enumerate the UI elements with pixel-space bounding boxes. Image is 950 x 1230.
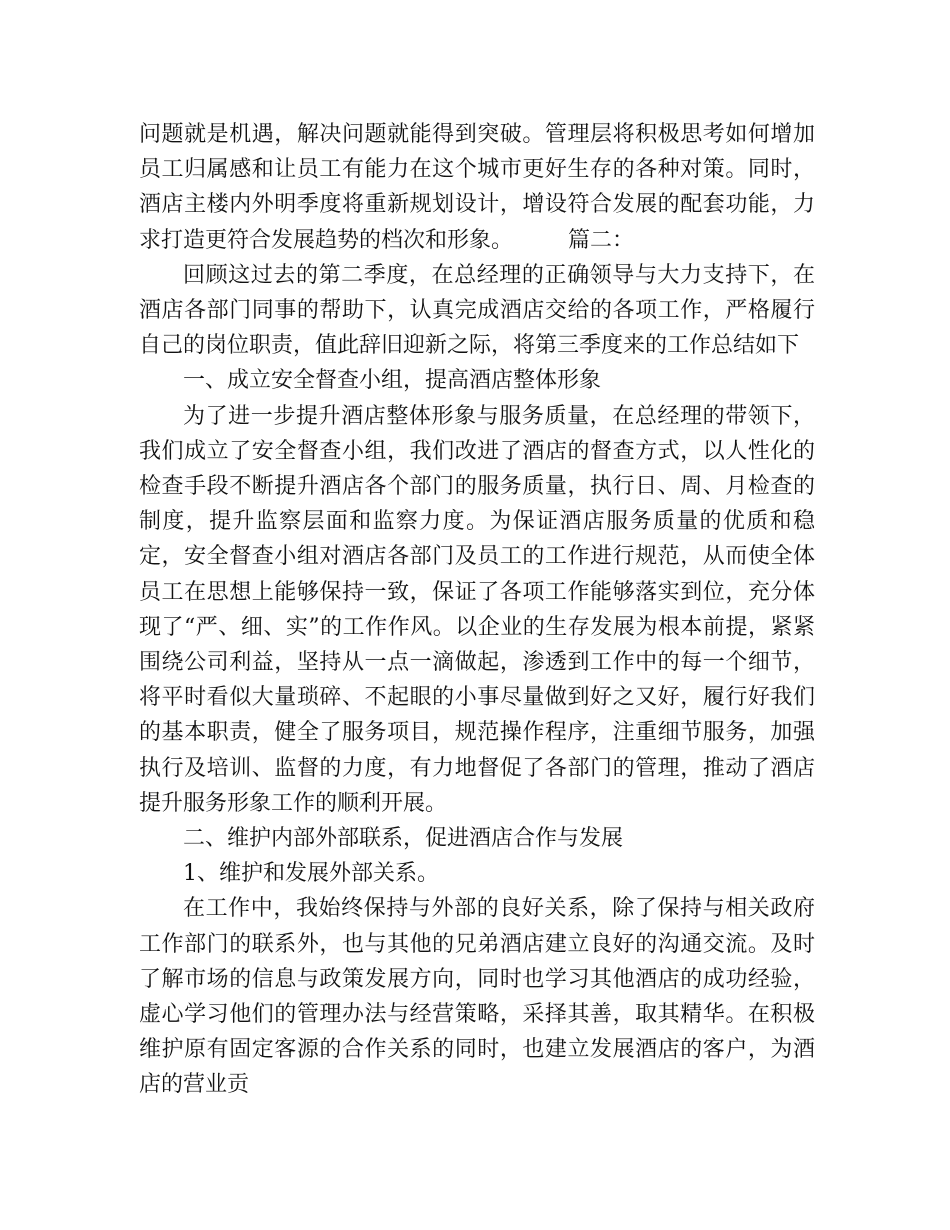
section-heading-security-team: 一、成立安全督查小组，提高酒店整体形象 — [183, 368, 602, 394]
paragraph-review: 回顾这过去的第二季度，在总经理的正确领导与大力支持下，在酒店各部门同事的帮助下，认真完成酒店交给的各项工作，严格履行自己的岗位职责，值此辞旧迎新之际，将第三季度来的工作总结如下 — [139, 262, 815, 359]
subsection-heading-external-relations: 1、维护和发展外部关系。 — [183, 861, 439, 887]
paragraph-security-team: 为了进一步提升酒店整体形象与服务质量，在总经理的带领下，我们成立了安全督查小组，我们改进了酒店的督查方式，以人性化的检查手段不断提升酒店各个部门的服务质量，执行日、周、月检查的制度，提升监察层面和监察力度。为保证酒店服务质量的优质和稳定，安全督查小组对酒店各部门及员工的工作进行规范，从而使全体员工在思想上能够保持一致，保证了各项工作能够落实到位，充分体现了“严、细、实”的工作作风。以企业的生存发展为根本前提，紧紧围绕公司利益，坚持从一点一滴做起，渗透到工作中的每一个细节，将平时看似大量琐碎、不起眼的小事尽量做到好之又好，履行好我们的基本职责，健全了服务项目，规范操作程序，注重细节服务，加强执行及培训、监督的力度，有力地督促了各部门的管理，推动了酒店提升服务形象工作的顺利开展。 — [139, 403, 815, 816]
document-body — [139, 117, 815, 1103]
paragraph-intro-continuation: 问题就是机遇，解决问题就能得到突破。管理层将积极思考如何增加员工归属感和让员工有能力在这个城市更好生存的各种对策。同时，酒店主楼内外明季度将重新规划设计，增设符合发展的配套功能，力求打造更符合发展趋势的档次和形象。 篇二： — [139, 122, 815, 253]
paragraph-external-relations: 在工作中，我始终保持与外部的良好关系，除了保持与相关政府工作部门的联系外，也与其他的兄弟酒店建立良好的沟通交流。及时了解市场的信息与政策发展方向，同时也学习其他酒店的成功经验，虚心学习他们的管理办法与经营策略，采择其善，取其精华。在积极维护原有固定客源的合作关系的同时，也建立发展酒店的客户，为酒店的营业贡 — [139, 896, 815, 1098]
section-heading-relations: 二、维护内部外部联系，促进酒店合作与发展 — [183, 826, 624, 852]
